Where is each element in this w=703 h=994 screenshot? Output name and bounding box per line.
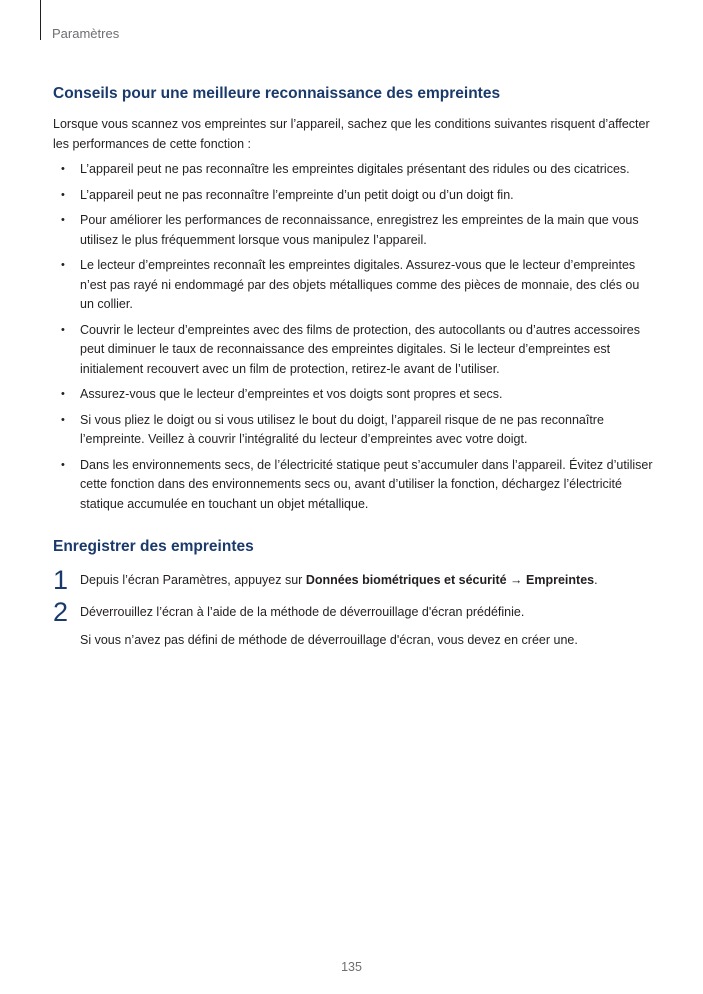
- step-text: Depuis l’écran Paramètres, appuyez sur: [80, 573, 306, 587]
- bullet-icon: •: [61, 259, 65, 271]
- step-item: [53, 565, 653, 595]
- section-title-register: Enregistrer des empreintes: [53, 538, 254, 555]
- list-item: [53, 160, 653, 180]
- tips-intro: Lorsque vous scannez vos empreintes sur l’appareil, sachez que les conditions suivantes risquent d’affecter les performances de cette fonction :: [53, 117, 650, 151]
- step-text: Déverrouillez l’écran à l’aide de la méthode de déverrouillage d'écran prédéfinie.: [80, 604, 525, 619]
- page-content: [53, 84, 653, 663]
- bullet-icon: •: [61, 388, 65, 400]
- menu-path-biometrics: Données biométriques et sécurité: [305, 573, 507, 587]
- bullet-icon: •: [61, 413, 65, 426]
- list-item: [53, 321, 653, 380]
- list-item-text: L’appareil peut ne pas reconnaître les empreintes digitales présentant des ridules ou des cicatrices.: [80, 162, 630, 176]
- steps-list: [53, 565, 653, 651]
- step-text-end: .: [594, 573, 598, 587]
- page-header: Paramètres: [52, 26, 120, 41]
- header-rule: [40, 0, 41, 40]
- arrow-icon: →: [506, 573, 527, 587]
- menu-path-fingerprints: Empreintes: [526, 573, 595, 587]
- list-item-text: Couvrir le lecteur d’empreintes avec des films de protection, des autocollants ou d’autres accessoires peut diminuer le taux de reconnaissance des empreintes digitales. Si le lecteur d’empreintes est initialement recouvert avec un film de protection, retirez-le avant de l’utiliser.: [80, 322, 640, 376]
- list-item: [53, 186, 653, 206]
- list-item: [53, 211, 653, 250]
- bullet-icon: •: [61, 214, 65, 226]
- list-item-text: Si vous pliez le doigt ou si vous utilisez le bout du doigt, l’appareil risque de ne pas reconnaître l’empreinte. Veillez à couvrir l’intégralité du lecteur d’empreintes avec votre doigt.: [80, 412, 604, 446]
- page-number: 135: [341, 960, 362, 974]
- list-item: [53, 256, 653, 315]
- bullet-icon: •: [61, 323, 65, 336]
- list-item-text: Le lecteur d’empreintes reconnaît les empreintes digitales. Assurez-vous que le lecteur d’empreintes n’est pas rayé ni endommagé par des objets métalliques comme des pièces de monnaie, des clés ou un collier.: [80, 258, 640, 311]
- list-item-text: L’appareil peut ne pas reconnaître l’empreinte d’un petit doigt ou d’un doigt fin.: [80, 187, 514, 202]
- bullet-icon: •: [61, 458, 65, 471]
- section-title-tips: Conseils pour une meilleure reconnaissance des empreintes: [53, 85, 501, 102]
- bullet-icon: •: [61, 163, 65, 175]
- step-number: 1: [53, 565, 69, 595]
- bullet-icon: •: [61, 188, 65, 201]
- list-item: [53, 411, 653, 450]
- list-item-text: Dans les environnements secs, de l’électricité statique peut s’accumuler dans l’appareil. Évitez d’utiliser cette fonction dans des environnements secs ou, avant d’utiliser la fonction, déchargez l’électricité statique accumulée en touchant un objet métallique.: [80, 457, 653, 511]
- tips-list: [53, 160, 653, 514]
- list-item-text: Assurez-vous que le lecteur d’empreintes et vos doigts sont propres et secs.: [80, 387, 503, 401]
- list-item: [53, 456, 653, 515]
- step-number: 2: [53, 596, 69, 627]
- list-item-text: Pour améliorer les performances de reconnaissance, enregistrez les empreintes de la main que vous utilisez le plus fréquemment lorsque vous manipulez l’appareil.: [80, 213, 639, 247]
- step-item: [53, 596, 653, 651]
- list-item: [53, 385, 653, 405]
- step-note: Si vous n’avez pas défini de méthode de déverrouillage d'écran, vous devez en créer une.: [80, 633, 578, 647]
